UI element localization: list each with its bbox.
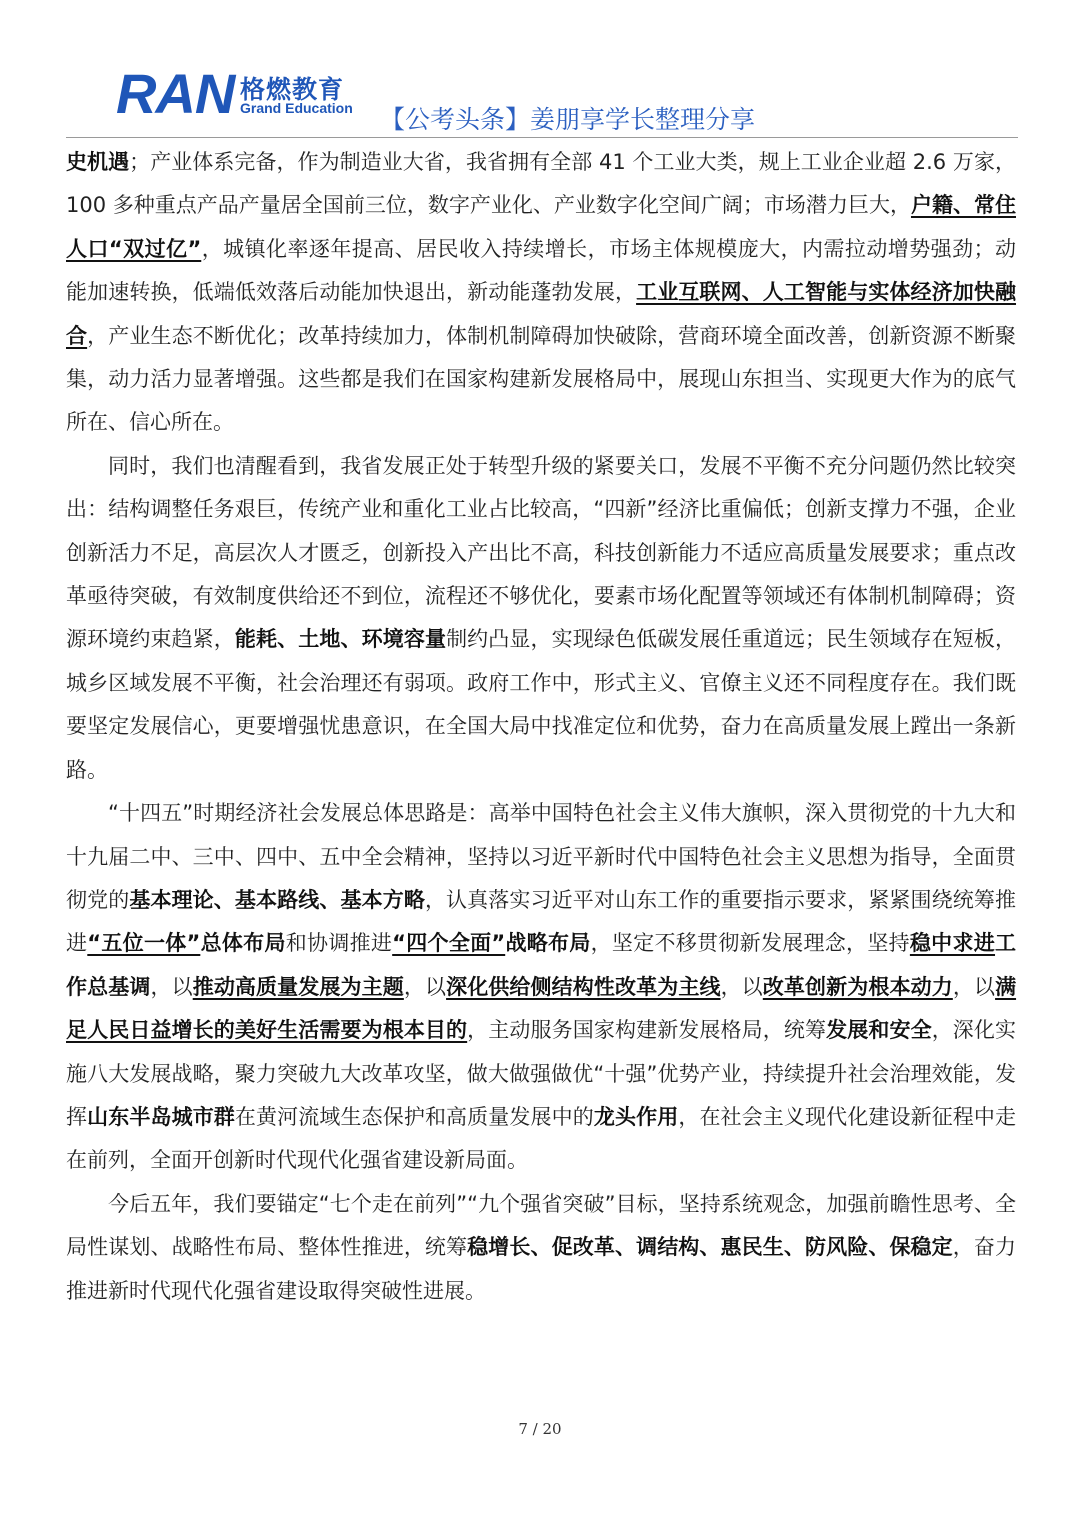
bold-text: 山东半岛城市群	[87, 1104, 235, 1129]
header-divider	[66, 137, 1018, 138]
text-run: ，认真落实习近平对山东工作的重要指示要求，紧紧围绕统筹推进	[66, 887, 1017, 956]
bold-text: 史机遇	[66, 150, 130, 174]
bold-text: 发展和安全	[826, 1018, 932, 1043]
paragraph	[66, 445, 1016, 792]
bold-text: 战略布局	[505, 931, 591, 956]
text-run: ，城镇化率逐年提高、居民收入持续增长，市场主体规模庞大，内需拉动增势强劲；动能加速转换，低端低效落后动能加快退出，新动能蓬勃发展，	[66, 236, 1016, 305]
text-run: 和协调推进	[285, 931, 393, 956]
underlined-bold-text: 满足人民日益增长的美好生活需要为根本目的	[66, 974, 1017, 1043]
page-number: 7 / 20	[518, 1420, 562, 1438]
text-run: ，产业生态不断优化；改革持续加力，体制机制障碍加快破除，营商环境全面改善，创新资源不断聚集，动力活力显著增强。这些都是我们在国家构建新发展格局中，展现山东担当、实现更大作为的底气所在、信心所在。	[66, 323, 1017, 435]
paragraph	[66, 1183, 1016, 1313]
paragraph	[66, 141, 1016, 445]
text-run: ；产业体系完备，作为制造业大省，我省拥有全部 41 个工业大类，规上工业企业超 2.6 万家，100 多种重点产品产量居全国前三位，数字产业化、产业数字化空间广阔；市场潜力巨大，	[66, 150, 1016, 218]
text-run: ，以	[952, 974, 996, 999]
underlined-bold-text: 稳中求进	[909, 931, 996, 956]
text-run: ，深化实施八大发展战略，聚力突破九大改革攻坚，做大做强做优“十强”优势产业，持续提升社会治理效能，发挥	[66, 1018, 1017, 1129]
bold-text: 基本理论、基本路线、基本方略	[129, 887, 425, 912]
logo-english-name: Grand Education	[240, 100, 353, 116]
text-run: “十四五”时期经济社会发展总体思路是：高举中国特色社会主义伟大旗帜，深入贯彻党的十九大和十九届二中、三中、四中、五中全会精神，坚持以习近平新时代中国特色社会主义思想为指导，全面贯彻党的	[66, 801, 1016, 912]
underlined-bold-text: 户籍、常住人口“双过亿”	[66, 193, 1016, 261]
bold-text: 能耗、土地、环境容量	[234, 627, 447, 652]
document-body	[66, 141, 1016, 1313]
text-run: ，主动服务国家构建新发展格局，统筹	[467, 1018, 827, 1043]
text-run: ，坚定不移贯彻新发展理念，坚持	[590, 931, 910, 956]
logo-mark: RAN	[116, 62, 235, 125]
text-run: 今后五年，我们要锚定“七个走在前列”“九个强省突破”目标，坚持系统观念，加强前瞻性思考、全局性谋划、战略性布局、整体性推进，统筹	[66, 1191, 1016, 1260]
underlined-bold-text: 工业互联网、人工智能与实体经济加快融合	[66, 280, 1017, 348]
underlined-bold-text: 深化供给侧结构性改革为主线	[446, 974, 721, 999]
text-run: ，奋力推进新时代现代化强省建设取得突破性进展。	[66, 1235, 1017, 1303]
underlined-bold-text: 推动高质量发展为主题	[192, 974, 404, 999]
text-run: 在黄河流域生态保护和高质量发展中的	[234, 1104, 594, 1129]
header-note: 【公考头条】姜朋享学长整理分享	[380, 105, 756, 134]
bold-text: 稳增长、促改革、调结构、惠民生、防风险、保稳定	[467, 1235, 953, 1260]
paragraph	[66, 792, 1016, 1183]
bold-text: 总体布局	[200, 931, 286, 956]
bold-text: 工作总基调	[66, 931, 1017, 999]
bold-text: 龙头作用	[593, 1104, 679, 1129]
text-run: ，以	[720, 974, 763, 999]
logo-chinese-name: 格燃教育	[240, 75, 345, 104]
text-run: 制约凸显，实现绿色低碳发展任重道远；民生领域存在短板，城乡区域发展不平衡，社会治理还有弱项。政府工作中，形式主义、官僚主义还不同程度存在。我们既要坚定发展信心，更要增强忧患意识，在全国大局中找准定位和优势，奋力在高质量发展上蹚出一条新路。	[66, 627, 1017, 782]
underlined-bold-text: 改革创新为根本动力	[762, 974, 953, 999]
text-run: ，在社会主义现代化建设新征程中走在前列，全面开创新时代现代化强省建设新局面。	[66, 1104, 1017, 1173]
underlined-bold-text: “五位一体”	[87, 931, 201, 956]
underlined-bold-text: “四个全面”	[392, 931, 506, 956]
text-run: ，以	[403, 974, 447, 999]
page-header	[0, 0, 1080, 140]
text-run: 同时，我们也清醒看到，我省发展正处于转型升级的紧要关口，发展不平衡不充分问题仍然比较突出：结构调整任务艰巨，传统产业和重化工业占比较高，“四新”经济比重偏低；创新支撑力不强，企业创新活力不足，高层次人才匮乏，创新投入产出比不高，科技创新能力不适应高质量发展要求；重点改革亟待突破，有效制度供给还不到位，流程还不够优化，要素市场化配置等领域还有体制机制障碍；资源环境约束趋紧，	[66, 453, 1016, 652]
text-run: ，以	[150, 974, 193, 999]
